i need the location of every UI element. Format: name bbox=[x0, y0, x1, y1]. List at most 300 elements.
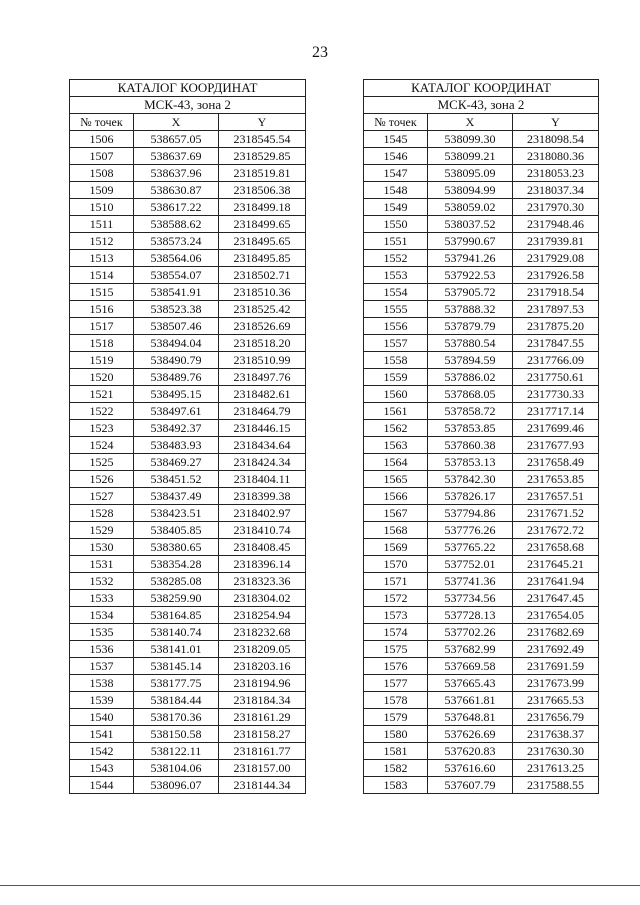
table-row bbox=[364, 437, 599, 454]
x-coordinate-cell: 538657.05 bbox=[134, 131, 219, 148]
table-row bbox=[364, 675, 599, 692]
x-coordinate-cell: 537661.81 bbox=[428, 692, 513, 709]
y-coordinate-cell: 2317677.93 bbox=[513, 437, 599, 454]
y-coordinate-cell: 2318506.38 bbox=[219, 182, 306, 199]
y-coordinate-cell: 2318495.65 bbox=[219, 233, 306, 250]
table-row bbox=[70, 471, 306, 488]
x-coordinate-cell: 538451.52 bbox=[134, 471, 219, 488]
y-coordinate-cell: 2317692.49 bbox=[513, 641, 599, 658]
point-number-cell: 1515 bbox=[70, 284, 134, 301]
x-coordinate-cell: 537941.26 bbox=[428, 250, 513, 267]
y-coordinate-cell: 2318232.68 bbox=[219, 624, 306, 641]
x-coordinate-cell: 538554.07 bbox=[134, 267, 219, 284]
x-coordinate-cell: 538099.21 bbox=[428, 148, 513, 165]
x-coordinate-cell: 538483.93 bbox=[134, 437, 219, 454]
table-row bbox=[70, 488, 306, 505]
column-header-point-number: № точек bbox=[364, 114, 428, 131]
x-coordinate-cell: 538573.24 bbox=[134, 233, 219, 250]
table-row bbox=[364, 658, 599, 675]
point-number-cell: 1536 bbox=[70, 641, 134, 658]
table-row bbox=[364, 692, 599, 709]
y-coordinate-cell: 2318525.42 bbox=[219, 301, 306, 318]
y-coordinate-cell: 2317653.85 bbox=[513, 471, 599, 488]
table-row bbox=[70, 250, 306, 267]
x-coordinate-cell: 538170.36 bbox=[134, 709, 219, 726]
point-number-cell: 1553 bbox=[364, 267, 428, 284]
y-coordinate-cell: 2318434.64 bbox=[219, 437, 306, 454]
x-coordinate-cell: 537858.72 bbox=[428, 403, 513, 420]
y-coordinate-cell: 2318495.85 bbox=[219, 250, 306, 267]
point-number-cell: 1569 bbox=[364, 539, 428, 556]
table-row bbox=[70, 131, 306, 148]
y-coordinate-cell: 2317630.30 bbox=[513, 743, 599, 760]
y-coordinate-cell: 2317717.14 bbox=[513, 403, 599, 420]
coordinates-table-left bbox=[69, 79, 306, 794]
table-body bbox=[70, 131, 306, 794]
table-row bbox=[364, 233, 599, 250]
table-row bbox=[70, 284, 306, 301]
y-coordinate-cell: 2318323.36 bbox=[219, 573, 306, 590]
point-number-cell: 1564 bbox=[364, 454, 428, 471]
point-number-cell: 1577 bbox=[364, 675, 428, 692]
x-coordinate-cell: 537752.01 bbox=[428, 556, 513, 573]
point-number-cell: 1573 bbox=[364, 607, 428, 624]
x-coordinate-cell: 537853.85 bbox=[428, 420, 513, 437]
table-row bbox=[70, 386, 306, 403]
point-number-cell: 1583 bbox=[364, 777, 428, 794]
point-number-cell: 1555 bbox=[364, 301, 428, 318]
x-coordinate-cell: 538469.27 bbox=[134, 454, 219, 471]
y-coordinate-cell: 2317926.58 bbox=[513, 267, 599, 284]
x-coordinate-cell: 538099.30 bbox=[428, 131, 513, 148]
x-coordinate-cell: 538037.52 bbox=[428, 216, 513, 233]
x-coordinate-cell: 537728.13 bbox=[428, 607, 513, 624]
x-coordinate-cell: 538140.74 bbox=[134, 624, 219, 641]
table-row bbox=[364, 267, 599, 284]
table-row bbox=[70, 369, 306, 386]
y-coordinate-cell: 2317750.61 bbox=[513, 369, 599, 386]
point-number-cell: 1535 bbox=[70, 624, 134, 641]
x-coordinate-cell: 538094.99 bbox=[428, 182, 513, 199]
point-number-cell: 1540 bbox=[70, 709, 134, 726]
point-number-cell: 1543 bbox=[70, 760, 134, 777]
table-row bbox=[70, 182, 306, 199]
point-number-cell: 1547 bbox=[364, 165, 428, 182]
x-coordinate-cell: 537702.26 bbox=[428, 624, 513, 641]
table-row bbox=[364, 199, 599, 216]
point-number-cell: 1581 bbox=[364, 743, 428, 760]
x-coordinate-cell: 537776.26 bbox=[428, 522, 513, 539]
point-number-cell: 1520 bbox=[70, 369, 134, 386]
x-coordinate-cell: 537888.32 bbox=[428, 301, 513, 318]
x-coordinate-cell: 537879.79 bbox=[428, 318, 513, 335]
y-coordinate-cell: 2318526.69 bbox=[219, 318, 306, 335]
y-coordinate-cell: 2317673.99 bbox=[513, 675, 599, 692]
y-coordinate-cell: 2318194.96 bbox=[219, 675, 306, 692]
y-coordinate-cell: 2317929.08 bbox=[513, 250, 599, 267]
table-row bbox=[364, 624, 599, 641]
y-coordinate-cell: 2318545.54 bbox=[219, 131, 306, 148]
table-row bbox=[70, 233, 306, 250]
table-body bbox=[364, 131, 599, 794]
table-row bbox=[70, 454, 306, 471]
table-row bbox=[70, 148, 306, 165]
table-row bbox=[364, 573, 599, 590]
table-row bbox=[70, 624, 306, 641]
point-number-cell: 1576 bbox=[364, 658, 428, 675]
x-coordinate-cell: 538177.75 bbox=[134, 675, 219, 692]
table-row bbox=[70, 352, 306, 369]
x-coordinate-cell: 538495.15 bbox=[134, 386, 219, 403]
y-coordinate-cell: 2317588.55 bbox=[513, 777, 599, 794]
x-coordinate-cell: 538507.46 bbox=[134, 318, 219, 335]
table-row bbox=[364, 369, 599, 386]
table-row bbox=[364, 505, 599, 522]
x-coordinate-cell: 537682.99 bbox=[428, 641, 513, 658]
table-row bbox=[70, 709, 306, 726]
y-coordinate-cell: 2318144.34 bbox=[219, 777, 306, 794]
point-number-cell: 1560 bbox=[364, 386, 428, 403]
y-coordinate-cell: 2317654.05 bbox=[513, 607, 599, 624]
table-row bbox=[364, 284, 599, 301]
point-number-cell: 1554 bbox=[364, 284, 428, 301]
point-number-cell: 1516 bbox=[70, 301, 134, 318]
x-coordinate-cell: 537860.38 bbox=[428, 437, 513, 454]
y-coordinate-cell: 2318098.54 bbox=[513, 131, 599, 148]
point-number-cell: 1519 bbox=[70, 352, 134, 369]
y-coordinate-cell: 2318499.18 bbox=[219, 199, 306, 216]
x-coordinate-cell: 538145.14 bbox=[134, 658, 219, 675]
y-coordinate-cell: 2317875.20 bbox=[513, 318, 599, 335]
y-coordinate-cell: 2318410.74 bbox=[219, 522, 306, 539]
y-coordinate-cell: 2318510.36 bbox=[219, 284, 306, 301]
table-row bbox=[70, 573, 306, 590]
page-number: 23 bbox=[312, 44, 328, 61]
x-coordinate-cell: 537794.86 bbox=[428, 505, 513, 522]
table-row bbox=[364, 709, 599, 726]
y-coordinate-cell: 2317647.45 bbox=[513, 590, 599, 607]
table-row bbox=[364, 607, 599, 624]
x-coordinate-cell: 537741.36 bbox=[428, 573, 513, 590]
point-number-cell: 1521 bbox=[70, 386, 134, 403]
x-coordinate-cell: 538588.62 bbox=[134, 216, 219, 233]
table-row bbox=[364, 471, 599, 488]
x-coordinate-cell: 538095.09 bbox=[428, 165, 513, 182]
point-number-cell: 1508 bbox=[70, 165, 134, 182]
y-coordinate-cell: 2318404.11 bbox=[219, 471, 306, 488]
x-coordinate-cell: 537665.43 bbox=[428, 675, 513, 692]
x-coordinate-cell: 538497.61 bbox=[134, 403, 219, 420]
y-coordinate-cell: 2318499.65 bbox=[219, 216, 306, 233]
x-coordinate-cell: 537868.05 bbox=[428, 386, 513, 403]
x-coordinate-cell: 538184.44 bbox=[134, 692, 219, 709]
table-row bbox=[70, 165, 306, 182]
table-row bbox=[70, 590, 306, 607]
point-number-cell: 1548 bbox=[364, 182, 428, 199]
x-coordinate-cell: 538150.58 bbox=[134, 726, 219, 743]
point-number-cell: 1563 bbox=[364, 437, 428, 454]
table-row bbox=[364, 318, 599, 335]
table-row bbox=[70, 335, 306, 352]
point-number-cell: 1562 bbox=[364, 420, 428, 437]
table-row bbox=[70, 318, 306, 335]
x-coordinate-cell: 538285.08 bbox=[134, 573, 219, 590]
y-coordinate-cell: 2318519.81 bbox=[219, 165, 306, 182]
x-coordinate-cell: 538059.02 bbox=[428, 199, 513, 216]
point-number-cell: 1542 bbox=[70, 743, 134, 760]
table-row bbox=[70, 675, 306, 692]
table-row bbox=[364, 590, 599, 607]
x-coordinate-cell: 537886.02 bbox=[428, 369, 513, 386]
table-row bbox=[364, 335, 599, 352]
point-number-cell: 1550 bbox=[364, 216, 428, 233]
table-row bbox=[70, 743, 306, 760]
point-number-cell: 1572 bbox=[364, 590, 428, 607]
x-coordinate-cell: 538380.65 bbox=[134, 539, 219, 556]
x-coordinate-cell: 538523.38 bbox=[134, 301, 219, 318]
x-coordinate-cell: 537990.67 bbox=[428, 233, 513, 250]
point-number-cell: 1524 bbox=[70, 437, 134, 454]
point-number-cell: 1529 bbox=[70, 522, 134, 539]
x-coordinate-cell: 537607.79 bbox=[428, 777, 513, 794]
table-row bbox=[364, 777, 599, 794]
table-row bbox=[70, 692, 306, 709]
point-number-cell: 1530 bbox=[70, 539, 134, 556]
x-coordinate-cell: 537894.59 bbox=[428, 352, 513, 369]
x-coordinate-cell: 538122.11 bbox=[134, 743, 219, 760]
point-number-cell: 1557 bbox=[364, 335, 428, 352]
x-coordinate-cell: 538141.01 bbox=[134, 641, 219, 658]
y-coordinate-cell: 2318408.45 bbox=[219, 539, 306, 556]
y-coordinate-cell: 2318518.20 bbox=[219, 335, 306, 352]
point-number-cell: 1528 bbox=[70, 505, 134, 522]
x-coordinate-cell: 537734.56 bbox=[428, 590, 513, 607]
point-number-cell: 1513 bbox=[70, 250, 134, 267]
point-number-cell: 1561 bbox=[364, 403, 428, 420]
column-header-y: Y bbox=[219, 114, 306, 131]
table-row bbox=[364, 556, 599, 573]
table-row bbox=[364, 403, 599, 420]
point-number-cell: 1565 bbox=[364, 471, 428, 488]
point-number-cell: 1506 bbox=[70, 131, 134, 148]
point-number-cell: 1567 bbox=[364, 505, 428, 522]
x-coordinate-cell: 537880.54 bbox=[428, 335, 513, 352]
table-row bbox=[70, 505, 306, 522]
point-number-cell: 1549 bbox=[364, 199, 428, 216]
x-coordinate-cell: 537905.72 bbox=[428, 284, 513, 301]
column-header-x: X bbox=[428, 114, 513, 131]
y-coordinate-cell: 2318037.34 bbox=[513, 182, 599, 199]
table-row bbox=[364, 726, 599, 743]
point-number-cell: 1523 bbox=[70, 420, 134, 437]
y-coordinate-cell: 2318053.23 bbox=[513, 165, 599, 182]
table-row bbox=[364, 641, 599, 658]
y-coordinate-cell: 2318396.14 bbox=[219, 556, 306, 573]
table-row bbox=[70, 607, 306, 624]
x-coordinate-cell: 537620.83 bbox=[428, 743, 513, 760]
table-row bbox=[364, 760, 599, 777]
x-coordinate-cell: 538489.76 bbox=[134, 369, 219, 386]
coordinate-system-zone: МСК-43, зона 2 bbox=[70, 97, 306, 114]
point-number-cell: 1566 bbox=[364, 488, 428, 505]
y-coordinate-cell: 2317657.51 bbox=[513, 488, 599, 505]
table-row bbox=[364, 131, 599, 148]
x-coordinate-cell: 538637.69 bbox=[134, 148, 219, 165]
x-coordinate-cell: 537648.81 bbox=[428, 709, 513, 726]
table-row bbox=[70, 437, 306, 454]
y-coordinate-cell: 2318080.36 bbox=[513, 148, 599, 165]
table-row bbox=[364, 522, 599, 539]
table-row bbox=[70, 658, 306, 675]
y-coordinate-cell: 2317948.46 bbox=[513, 216, 599, 233]
x-coordinate-cell: 538541.91 bbox=[134, 284, 219, 301]
point-number-cell: 1509 bbox=[70, 182, 134, 199]
point-number-cell: 1578 bbox=[364, 692, 428, 709]
x-coordinate-cell: 537826.17 bbox=[428, 488, 513, 505]
column-header-y: Y bbox=[513, 114, 599, 131]
table-row bbox=[70, 777, 306, 794]
x-coordinate-cell: 537616.60 bbox=[428, 760, 513, 777]
x-coordinate-cell: 538490.79 bbox=[134, 352, 219, 369]
point-number-cell: 1546 bbox=[364, 148, 428, 165]
x-coordinate-cell: 538259.90 bbox=[134, 590, 219, 607]
y-coordinate-cell: 2318184.34 bbox=[219, 692, 306, 709]
table-row bbox=[364, 148, 599, 165]
x-coordinate-cell: 537842.30 bbox=[428, 471, 513, 488]
y-coordinate-cell: 2318402.97 bbox=[219, 505, 306, 522]
point-number-cell: 1507 bbox=[70, 148, 134, 165]
point-number-cell: 1510 bbox=[70, 199, 134, 216]
y-coordinate-cell: 2318304.02 bbox=[219, 590, 306, 607]
y-coordinate-cell: 2318529.85 bbox=[219, 148, 306, 165]
catalog-title: КАТАЛОГ КООРДИНАТ bbox=[70, 80, 306, 97]
x-coordinate-cell: 538096.07 bbox=[134, 777, 219, 794]
table-row bbox=[70, 199, 306, 216]
point-number-cell: 1525 bbox=[70, 454, 134, 471]
x-coordinate-cell: 537765.22 bbox=[428, 539, 513, 556]
point-number-cell: 1574 bbox=[364, 624, 428, 641]
y-coordinate-cell: 2318510.99 bbox=[219, 352, 306, 369]
point-number-cell: 1568 bbox=[364, 522, 428, 539]
table-row bbox=[70, 522, 306, 539]
y-coordinate-cell: 2317671.52 bbox=[513, 505, 599, 522]
point-number-cell: 1545 bbox=[364, 131, 428, 148]
coordinates-table-right bbox=[363, 79, 599, 794]
coordinate-system-zone: МСК-43, зона 2 bbox=[364, 97, 599, 114]
y-coordinate-cell: 2318399.38 bbox=[219, 488, 306, 505]
table-row bbox=[70, 403, 306, 420]
point-number-cell: 1575 bbox=[364, 641, 428, 658]
table-row bbox=[364, 420, 599, 437]
table-row bbox=[364, 216, 599, 233]
y-coordinate-cell: 2318158.27 bbox=[219, 726, 306, 743]
column-header-x: X bbox=[134, 114, 219, 131]
point-number-cell: 1514 bbox=[70, 267, 134, 284]
point-number-cell: 1538 bbox=[70, 675, 134, 692]
table-row bbox=[70, 726, 306, 743]
table-row bbox=[70, 556, 306, 573]
y-coordinate-cell: 2317613.25 bbox=[513, 760, 599, 777]
table-row bbox=[364, 488, 599, 505]
table-row bbox=[364, 454, 599, 471]
catalog-title: КАТАЛОГ КООРДИНАТ bbox=[364, 80, 599, 97]
x-coordinate-cell: 538164.85 bbox=[134, 607, 219, 624]
y-coordinate-cell: 2317656.79 bbox=[513, 709, 599, 726]
point-number-cell: 1533 bbox=[70, 590, 134, 607]
y-coordinate-cell: 2318203.16 bbox=[219, 658, 306, 675]
table-row bbox=[364, 352, 599, 369]
y-coordinate-cell: 2317691.59 bbox=[513, 658, 599, 675]
point-number-cell: 1532 bbox=[70, 573, 134, 590]
y-coordinate-cell: 2317730.33 bbox=[513, 386, 599, 403]
x-coordinate-cell: 538437.49 bbox=[134, 488, 219, 505]
y-coordinate-cell: 2317672.72 bbox=[513, 522, 599, 539]
table-row bbox=[364, 250, 599, 267]
table-row bbox=[70, 641, 306, 658]
column-header-point-number: № точек bbox=[70, 114, 134, 131]
x-coordinate-cell: 537669.58 bbox=[428, 658, 513, 675]
x-coordinate-cell: 538630.87 bbox=[134, 182, 219, 199]
y-coordinate-cell: 2318209.05 bbox=[219, 641, 306, 658]
x-coordinate-cell: 537853.13 bbox=[428, 454, 513, 471]
y-coordinate-cell: 2318161.77 bbox=[219, 743, 306, 760]
x-coordinate-cell: 538423.51 bbox=[134, 505, 219, 522]
y-coordinate-cell: 2317766.09 bbox=[513, 352, 599, 369]
x-coordinate-cell: 538617.22 bbox=[134, 199, 219, 216]
point-number-cell: 1541 bbox=[70, 726, 134, 743]
y-coordinate-cell: 2318482.61 bbox=[219, 386, 306, 403]
point-number-cell: 1544 bbox=[70, 777, 134, 794]
point-number-cell: 1582 bbox=[364, 760, 428, 777]
x-coordinate-cell: 538492.37 bbox=[134, 420, 219, 437]
y-coordinate-cell: 2318424.34 bbox=[219, 454, 306, 471]
point-number-cell: 1527 bbox=[70, 488, 134, 505]
table-row bbox=[364, 386, 599, 403]
table-row bbox=[70, 267, 306, 284]
point-number-cell: 1517 bbox=[70, 318, 134, 335]
y-coordinate-cell: 2317699.46 bbox=[513, 420, 599, 437]
table-row bbox=[364, 539, 599, 556]
y-coordinate-cell: 2317638.37 bbox=[513, 726, 599, 743]
y-coordinate-cell: 2317682.69 bbox=[513, 624, 599, 641]
x-coordinate-cell: 538564.06 bbox=[134, 250, 219, 267]
table-row bbox=[364, 301, 599, 318]
y-coordinate-cell: 2318254.94 bbox=[219, 607, 306, 624]
point-number-cell: 1522 bbox=[70, 403, 134, 420]
point-number-cell: 1579 bbox=[364, 709, 428, 726]
point-number-cell: 1580 bbox=[364, 726, 428, 743]
y-coordinate-cell: 2318161.29 bbox=[219, 709, 306, 726]
point-number-cell: 1512 bbox=[70, 233, 134, 250]
y-coordinate-cell: 2318464.79 bbox=[219, 403, 306, 420]
x-coordinate-cell: 537626.69 bbox=[428, 726, 513, 743]
point-number-cell: 1518 bbox=[70, 335, 134, 352]
point-number-cell: 1552 bbox=[364, 250, 428, 267]
y-coordinate-cell: 2317897.53 bbox=[513, 301, 599, 318]
y-coordinate-cell: 2317665.53 bbox=[513, 692, 599, 709]
x-coordinate-cell: 538104.06 bbox=[134, 760, 219, 777]
y-coordinate-cell: 2318446.15 bbox=[219, 420, 306, 437]
table-row bbox=[70, 539, 306, 556]
y-coordinate-cell: 2318502.71 bbox=[219, 267, 306, 284]
point-number-cell: 1559 bbox=[364, 369, 428, 386]
x-coordinate-cell: 538637.96 bbox=[134, 165, 219, 182]
table-row bbox=[364, 182, 599, 199]
y-coordinate-cell: 2317658.49 bbox=[513, 454, 599, 471]
point-number-cell: 1526 bbox=[70, 471, 134, 488]
y-coordinate-cell: 2318497.76 bbox=[219, 369, 306, 386]
page-bottom-rule bbox=[0, 885, 640, 886]
